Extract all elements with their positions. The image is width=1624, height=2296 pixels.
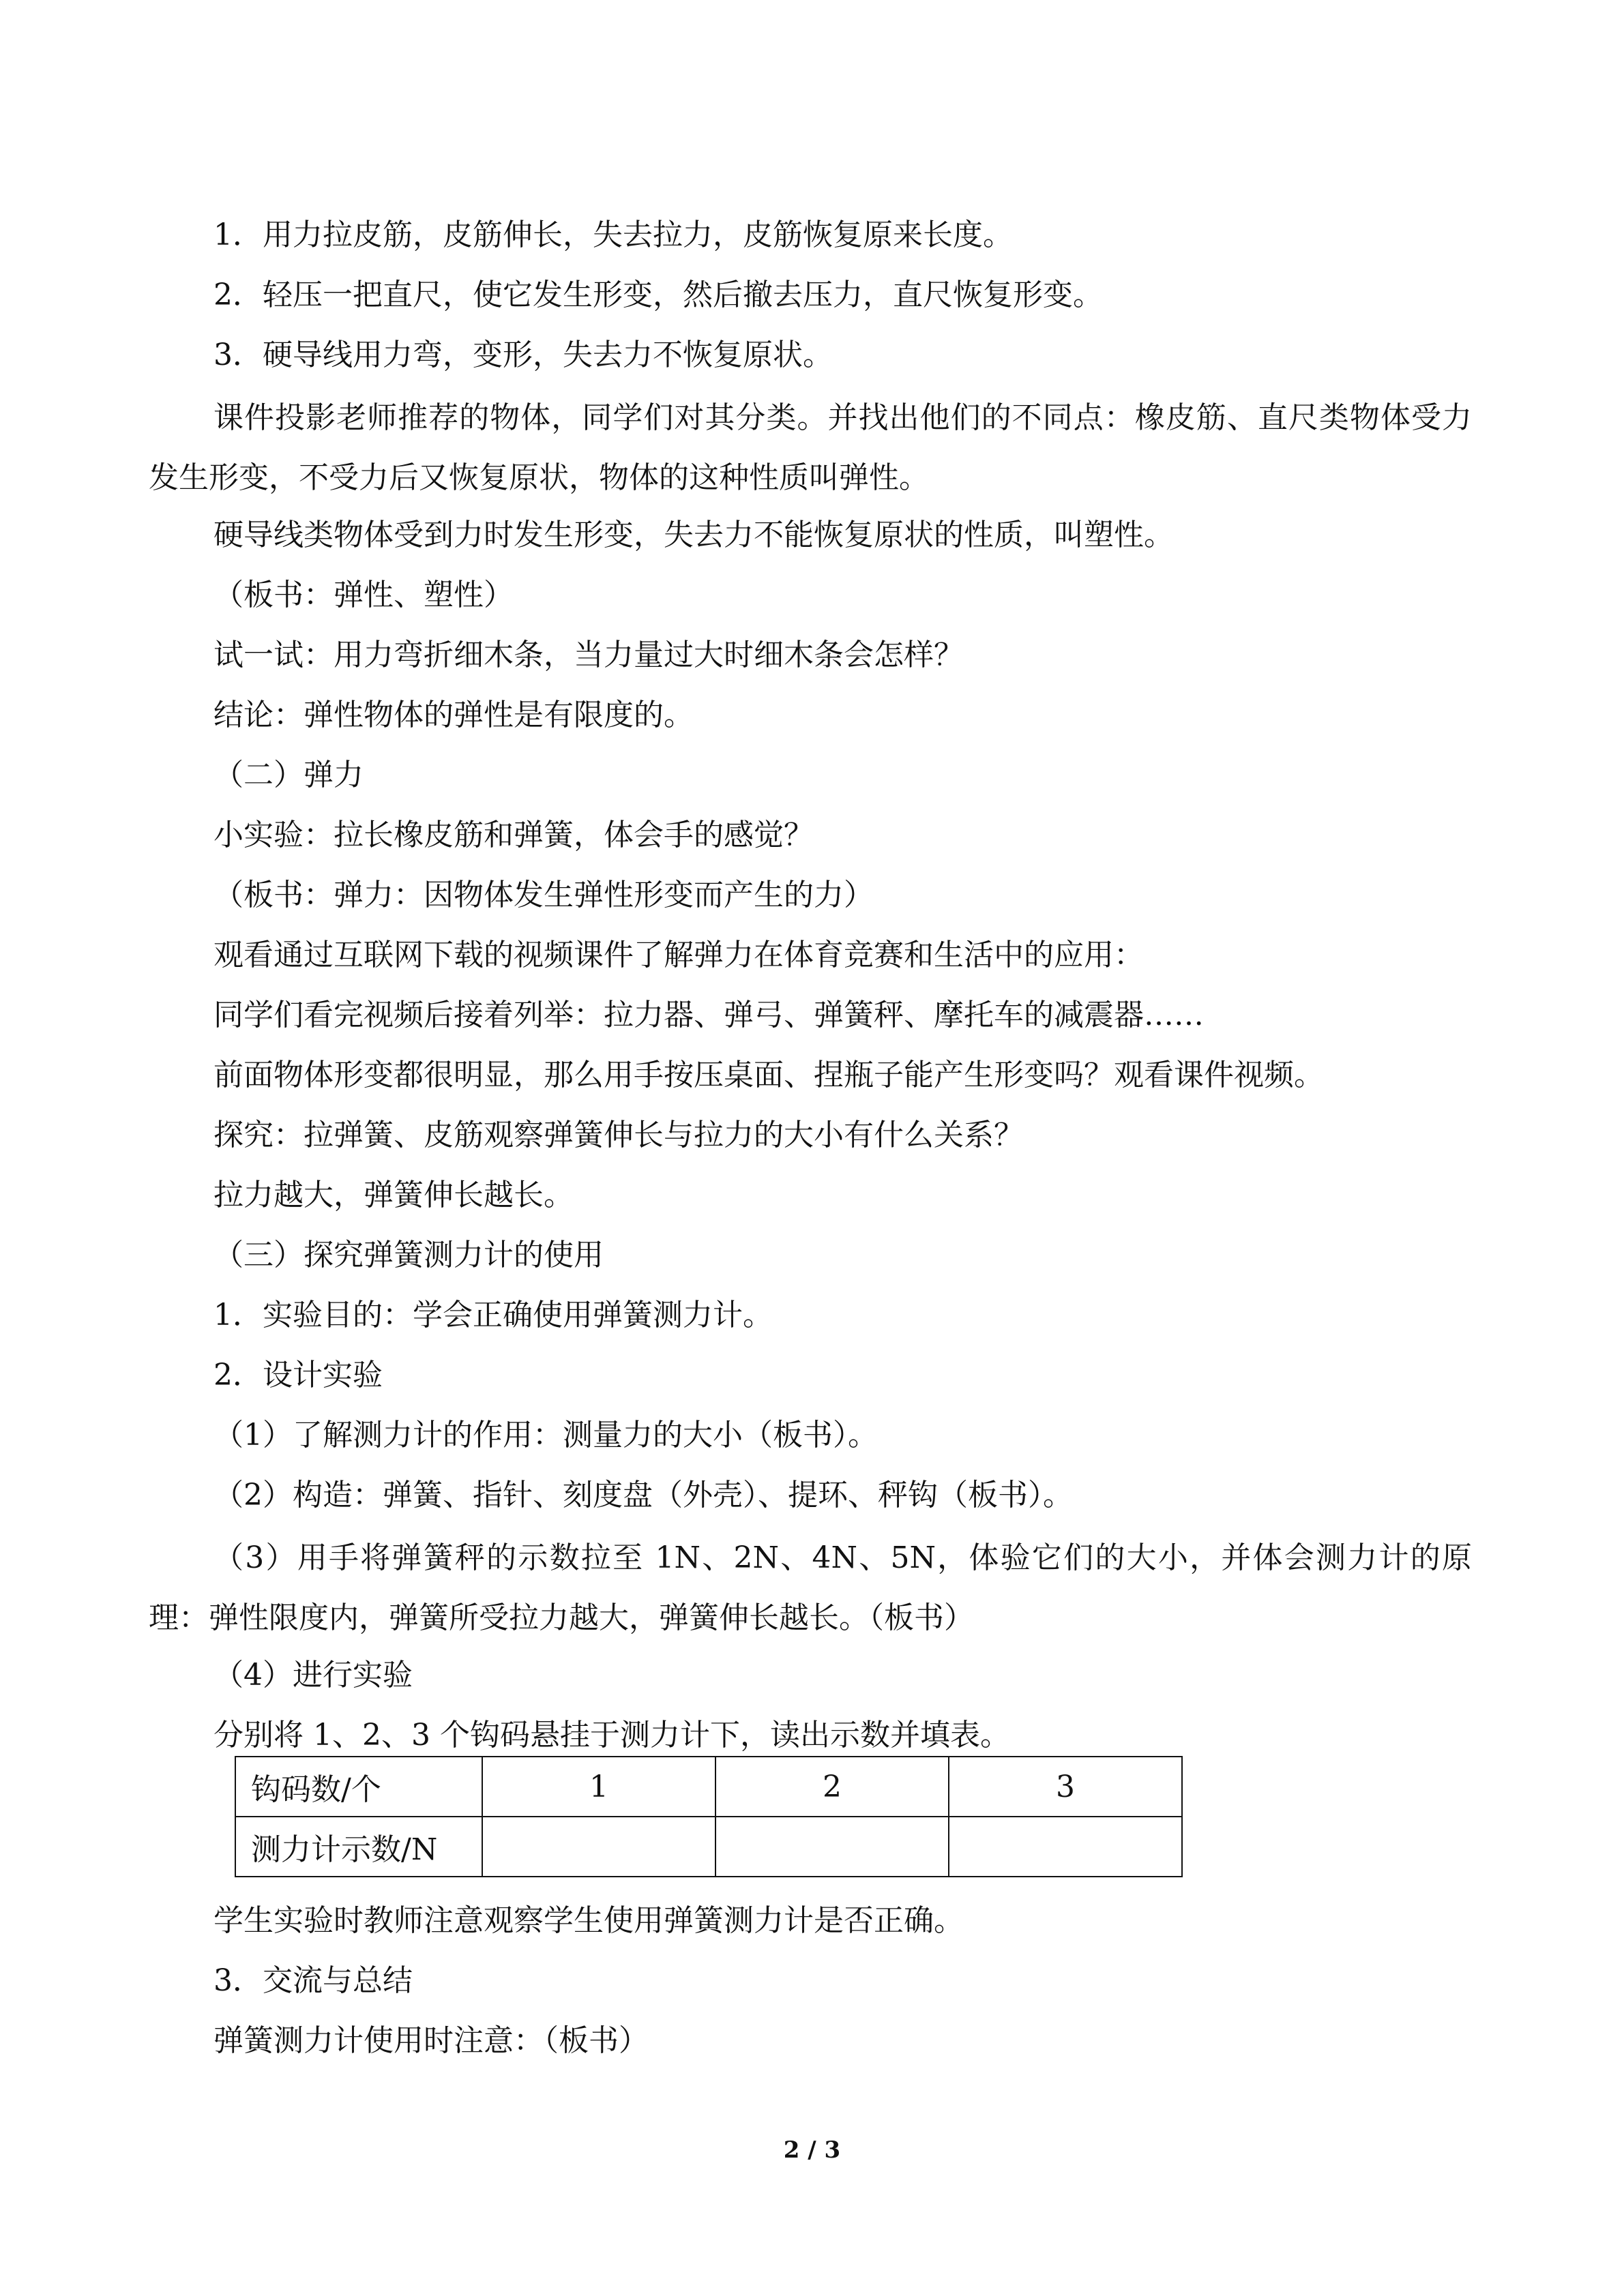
table-cell: 3: [949, 1757, 1182, 1817]
table-header-weights: 钩码数/个: [235, 1757, 482, 1817]
text-line-step-2: （2）构造：弹簧、指针、刻度盘（外壳）、提环、秤钩（板书）。: [213, 1478, 1073, 1512]
text-line-usage-notes: 弹簧测力计使用时注意：（板书）: [213, 2023, 649, 2058]
text-line-2: 2．轻压一把直尺，使它发生形变，然后撤去压力，直尺恢复形变。: [213, 278, 1103, 312]
text-line-plasticity: 硬导线类物体受到力时发生形变，失去力不能恢复原状的性质，叫塑性。: [213, 518, 1174, 552]
text-line-design: 2．设计实验: [213, 1358, 383, 1392]
text-line-try: 试一试：用力弯折细木条，当力量过大时细木条会怎样？: [213, 638, 964, 672]
section-heading-spring-scale: （三）探究弹簧测力计的使用: [213, 1238, 604, 1272]
table-cell: 2: [715, 1757, 949, 1817]
table-cell: [949, 1817, 1182, 1877]
text-line-examples: 同学们看完视频后接着列举：拉力器、弹弓、弹簧秤、摩托车的减震器……: [213, 998, 1204, 1032]
table-cell: [482, 1817, 715, 1877]
text-line-step-4: （4）进行实验: [213, 1658, 413, 1693]
text-line-video: 观看通过互联网下载的视频课件了解弹力在体育竞赛和生活中的应用：: [213, 938, 1144, 972]
table-cell: [715, 1817, 949, 1877]
paragraph-step-3: （3）用手将弹簧秤的示数拉至 1N、2N、4N、5N，体验它们的大小，并体会测力计的原理：弹性限度内，弹簧所受拉力越大，弹簧伸长越长。（板书）: [149, 1540, 1472, 1635]
data-table: [235, 1756, 1183, 1877]
text-line-exchange: 3．交流与总结: [213, 1963, 413, 1998]
page-number: 2 / 3: [783, 2136, 841, 2164]
text-line-explore: 探究：拉弹簧、皮筋观察弹簧伸长与拉力的大小有什么关系？: [213, 1118, 1024, 1152]
text-line-1: 1．用力拉皮筋，皮筋伸长，失去拉力，皮筋恢复原来长度。: [213, 218, 1013, 252]
table-row: [235, 1817, 1182, 1877]
text-line-step-1: （1）了解测力计的作用：测量力的大小（板书）。: [213, 1418, 878, 1452]
text-line-deformation: 前面物体形变都很明显，那么用手按压桌面、捏瓶子能产生形变吗？观看课件视频。: [213, 1058, 1324, 1092]
section-heading-elastic-force: （二）弹力: [213, 758, 364, 792]
table-header-reading: 测力计示数/N: [235, 1817, 482, 1877]
text-line-purpose: 1．实验目的：学会正确使用弹簧测力计。: [213, 1298, 773, 1332]
text-line-result: 拉力越大，弹簧伸长越长。: [213, 1178, 574, 1212]
paragraph-elasticity: 课件投影老师推荐的物体，同学们对其分类。并找出他们的不同点：橡皮筋、直尺类物体受力发生形变，不受力后又恢复原状，物体的这种性质叫弹性。: [149, 400, 1472, 495]
text-line-board-2: （板书：弹力：因物体发生弹性形变而产生的力）: [213, 878, 874, 912]
text-line-teacher-note: 学生实验时教师注意观察学生使用弹簧测力计是否正确。: [213, 1903, 964, 1938]
table-cell: 1: [482, 1757, 715, 1817]
text-line-small-experiment: 小实验：拉长橡皮筋和弹簧，体会手的感觉？: [213, 818, 814, 852]
text-line-hang-weights: 分别将 1、2、3 个钩码悬挂于测力计下，读出示数并填表。: [213, 1718, 1010, 1753]
text-line-conclusion: 结论：弹性物体的弹性是有限度的。: [213, 698, 694, 732]
text-line-board-1: （板书：弹性、塑性）: [213, 578, 514, 612]
text-line-3: 3．硬导线用力弯，变形，失去力不恢复原状。: [213, 338, 833, 372]
table-row: [235, 1757, 1182, 1817]
